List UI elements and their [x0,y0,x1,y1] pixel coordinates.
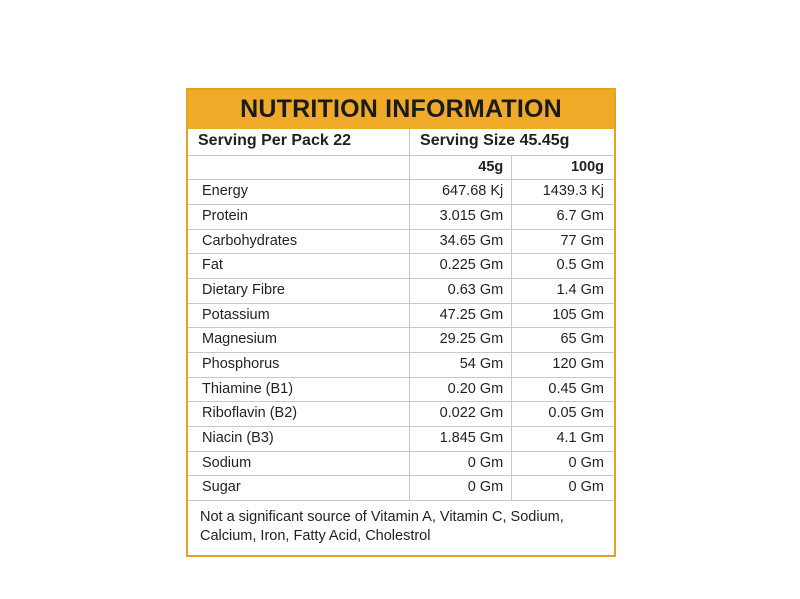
nutrient-value-100g: 0.5 Gm [512,254,614,279]
nutrient-label: Dietary Fibre [188,279,410,304]
nutrient-label: Energy [188,180,410,205]
nutrient-label: Magnesium [188,328,410,353]
nutrient-value-100g: 4.1 Gm [512,427,614,452]
column-header-row [188,155,614,180]
table-row [188,427,614,452]
footnote [188,501,614,557]
nutrient-value-100g: 77 Gm [512,229,614,254]
table-row [188,451,614,476]
column-header-100g: 100g [512,155,614,180]
table-row [188,377,614,402]
table-row [188,353,614,378]
table-row [188,476,614,501]
table-row [188,303,614,328]
nutrient-value-100g: 1.4 Gm [512,279,614,304]
nutrient-label: Phosphorus [188,353,410,378]
nutrient-value-45g: 0.20 Gm [410,377,512,402]
serving-per-pack: Serving Per Pack 22 [188,129,410,155]
nutrition-table [188,129,614,501]
serving-size: Serving Size 45.45g [410,129,614,155]
nutrient-value-45g: 34.65 Gm [410,229,512,254]
nutrient-label: Niacin (B3) [188,427,410,452]
footnote-line-2: Calcium, Iron, Fatty Acid, Cholestrol [200,528,431,545]
page-title: NUTRITION INFORMATION [240,95,562,123]
table-row [188,328,614,353]
nutrient-value-100g: 120 Gm [512,353,614,378]
serving-info-row [188,129,614,155]
nutrient-label: Thiamine (B1) [188,377,410,402]
nutrient-label: Potassium [188,303,410,328]
nutrient-value-100g: 0 Gm [512,476,614,501]
nutrient-label: Carbohydrates [188,229,410,254]
nutrient-value-100g: 0.05 Gm [512,402,614,427]
table-row [188,180,614,205]
nutrient-value-45g: 1.845 Gm [410,427,512,452]
nutrient-value-45g: 647.68 Kj [410,180,512,205]
nutrient-value-100g: 0.45 Gm [512,377,614,402]
nutrient-value-45g: 0.63 Gm [410,279,512,304]
nutrient-value-100g: 0 Gm [512,451,614,476]
table-row [188,229,614,254]
nutrient-label: Sodium [188,451,410,476]
nutrient-value-100g: 105 Gm [512,303,614,328]
table-row [188,402,614,427]
nutrition-panel-container [186,88,616,557]
nutrient-label: Fat [188,254,410,279]
nutrient-value-45g: 54 Gm [410,353,512,378]
nutrient-label: Sugar [188,476,410,501]
nutrient-value-45g: 29.25 Gm [410,328,512,353]
nutrient-value-100g: 65 Gm [512,328,614,353]
table-row [188,204,614,229]
nutrient-value-45g: 0.225 Gm [410,254,512,279]
nutrient-value-45g: 47.25 Gm [410,303,512,328]
nutrient-label: Protein [188,204,410,229]
table-row [188,254,614,279]
table-row [188,279,614,304]
nutrient-value-100g: 6.7 Gm [512,204,614,229]
nutrition-table-body [188,129,614,500]
nutrient-value-45g: 0 Gm [410,476,512,501]
nutrient-value-45g: 0.022 Gm [410,402,512,427]
nutrient-value-100g: 1439.3 Kj [512,180,614,205]
nutrient-value-45g: 0 Gm [410,451,512,476]
nutrition-header-band [188,88,614,129]
column-header-blank [188,155,410,180]
footnote-line-1: Not a significant source of Vitamin A, Vitamin C, Sodium, [200,509,564,526]
nutrition-panel [186,88,616,557]
nutrient-label: Riboflavin (B2) [188,402,410,427]
column-header-45g: 45g [410,155,512,180]
nutrient-value-45g: 3.015 Gm [410,204,512,229]
